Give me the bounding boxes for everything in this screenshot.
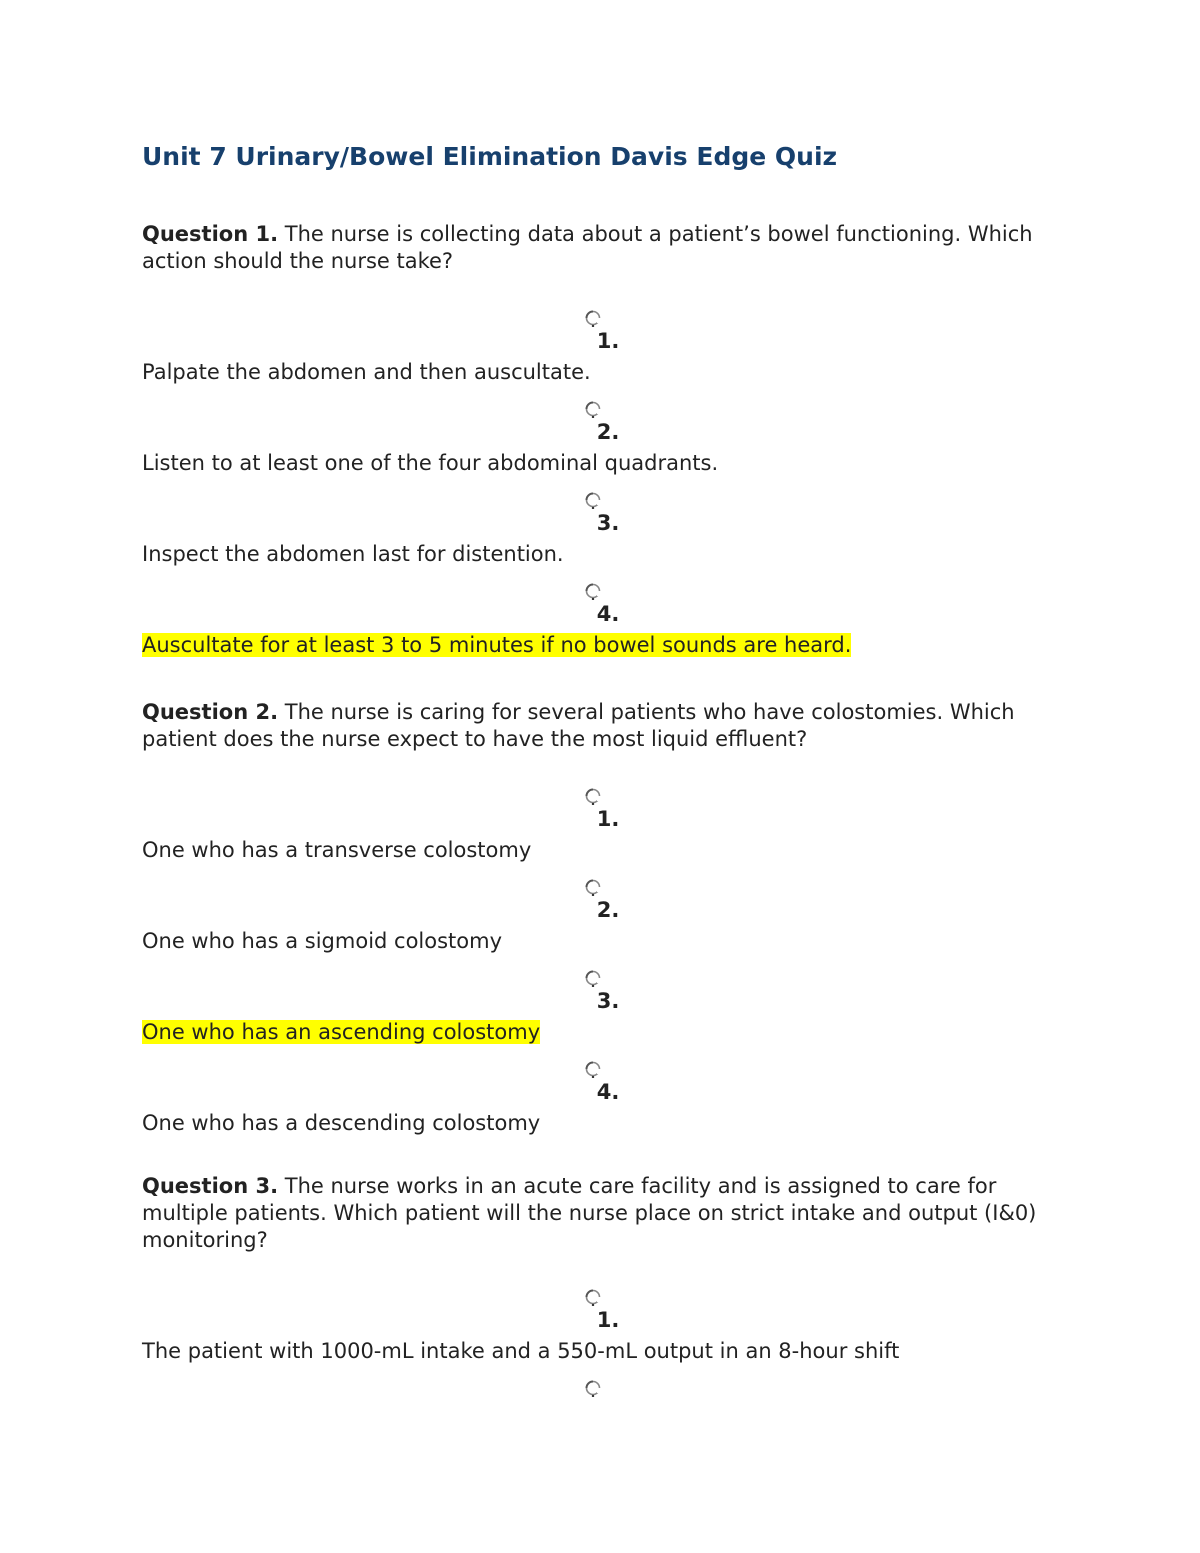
radio-button-icon[interactable]: [584, 400, 602, 418]
option-number: 2.: [596, 420, 620, 444]
answer-option[interactable]: [142, 1048, 1062, 1139]
radio-button-icon[interactable]: [584, 309, 602, 327]
option-text: The patient with 1000-mL intake and a 550-mL output in an 8-hour shift: [142, 1339, 900, 1363]
question-stem: [142, 1173, 1062, 1254]
radio-button-icon[interactable]: [584, 1060, 602, 1078]
answer-option[interactable]: [142, 570, 1062, 661]
answer-option[interactable]: [142, 297, 1062, 388]
question-label: Question 2.: [142, 700, 279, 724]
option-text-highlighted: One who has an ascending colostomy: [142, 1020, 541, 1044]
option-text: One who has a sigmoid colostomy: [142, 929, 503, 953]
answer-option[interactable]: [142, 866, 1062, 957]
radio-button-icon[interactable]: [584, 787, 602, 805]
option-number: 1.: [596, 329, 620, 353]
option-number: 3.: [596, 511, 620, 535]
option-number: 3.: [596, 989, 620, 1013]
document-title: Unit 7 Urinary/Bowel Elimination Davis Edge Quiz: [142, 142, 838, 171]
question-label: Question 3.: [142, 1174, 279, 1198]
answer-option[interactable]: [142, 479, 1062, 570]
radio-button-icon[interactable]: [584, 1379, 602, 1397]
question-stem: [142, 221, 1062, 275]
question-text: The nurse works in an acute care facility and is assigned to care for multiple patients. Which patient will the nurse place on strict intake and output (I&0) monitoring?: [142, 1174, 1037, 1252]
option-number: 2.: [596, 898, 620, 922]
question-text: The nurse is caring for several patients who have colostomies. Which patient does the nurse expect to have the most liquid effluent?: [142, 700, 1015, 751]
answer-option[interactable]: [142, 957, 1062, 1048]
question-2: [142, 699, 1062, 1139]
option-text: One who has a transverse colostomy: [142, 838, 532, 862]
spacer: [142, 661, 1062, 699]
option-text-highlighted: Auscultate for at least 3 to 5 minutes if no bowel sounds are heard.: [142, 633, 852, 657]
question-3: [142, 1173, 1062, 1397]
answer-option[interactable]: [142, 1276, 1062, 1367]
radio-button-icon[interactable]: [584, 1288, 602, 1306]
radio-button-icon[interactable]: [584, 969, 602, 987]
radio-button-icon[interactable]: [584, 878, 602, 896]
option-number: 4.: [596, 602, 620, 626]
question-1: [142, 221, 1062, 661]
question-stem: [142, 699, 1062, 753]
question-text: The nurse is collecting data about a patient’s bowel functioning. Which action should the nurse take?: [142, 222, 1033, 273]
option-number: 1.: [596, 1308, 620, 1332]
option-text: Listen to at least one of the four abdominal quadrants.: [142, 451, 719, 475]
answer-option-partial[interactable]: [142, 1367, 1062, 1397]
radio-button-icon[interactable]: [584, 491, 602, 509]
answer-option[interactable]: [142, 775, 1062, 866]
option-text: Inspect the abdomen last for distention.: [142, 542, 564, 566]
radio-button-icon[interactable]: [584, 582, 602, 600]
option-text: One who has a descending colostomy: [142, 1111, 541, 1135]
option-number: 4.: [596, 1080, 620, 1104]
option-number: 1.: [596, 807, 620, 831]
spacer: [142, 1139, 1062, 1173]
option-text: Palpate the abdomen and then auscultate.: [142, 360, 591, 384]
document-page: [142, 138, 1062, 1397]
question-label: Question 1.: [142, 222, 279, 246]
answer-option[interactable]: [142, 388, 1062, 479]
